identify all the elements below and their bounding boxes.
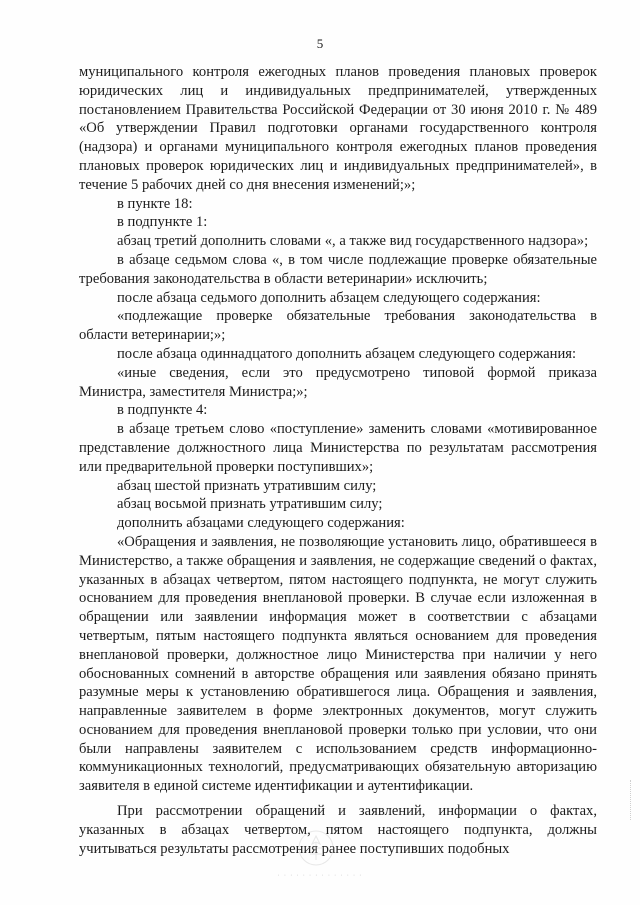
paragraph: в подпункте 1:	[117, 214, 208, 231]
paragraph: «подлежащие проверке обязательные требования законодательства в области ветеринарии;»;	[79, 308, 597, 344]
watermark-emblem	[296, 828, 336, 868]
paragraph: абзац восьмой признать утратившим силу;	[117, 496, 383, 513]
paragraph: после абзаца одиннадцатого дополнить абзацем следующего содержания:	[117, 345, 577, 362]
paragraph: в абзаце седьмом слова «, в том числе подлежащие проверке обязательные требования законодательства в области ветеринарии» исключить;	[79, 251, 597, 287]
paragraph: «Обращения и заявления, не позволяющие установить лицо, обратившееся в Министерство, а также обращения и заявления, не содержащие сведений о фактах, указанных в абзацах четвертом, пятом настоящего подпункта, не могут служить основанием для проведения внеплановой проверки. В случае если изложенная в обращении или заявлении информация может в соответствии с абзацами четвертым, пятым настоящего подпункта являться основанием для проведения внеплановой проверки, должностное лицо Министерства при наличии у него обоснованных сомнений в авторстве обращения или заявления обязано принять разумные меры к установлению обратившегося лица. Обращения и заявления, направленные заявителем в форме электронных документов, могут служить основанием для проведения внеплановой проверки только при условии, что они были направлены заявителем с использованием средств информационно-коммуникационных технологий, предусматривающих обязательную авторизацию заявителя в единой системе идентификации и аутентификации.	[79, 533, 597, 795]
paragraph: При рассмотрении обращений и заявлений, информации о фактах, указанных в абзацах четвертом, пятом настоящего подпункта, должны учитываться результаты рассмотрения ранее поступивших подобных	[79, 803, 597, 857]
watermark-text: · · · · · · · · · · · · · ·	[277, 872, 363, 879]
paragraph-continuation: муниципального контроля ежегодных планов проведения плановых проверок юридических лиц и индивидуальных предпринимателей, утвержденных постановлением Правительства Российской Федерации от 30 июня 2010 г. № 489 «Об утверждении Правил подготовки органами государственного контроля (надзора) и органами муниципального контроля ежегодных планов проведения плановых проверок юридических лиц и индивидуальных предпринимателей», в течение 5 рабочих дней со дня внесения изменений;»;	[79, 64, 597, 193]
paragraph: после абзаца седьмого дополнить абзацем следующего содержания:	[117, 289, 541, 306]
document-body	[79, 63, 597, 858]
paragraph: абзац шестой признать утратившим силу;	[117, 477, 377, 494]
paragraph: в подпункте 4:	[117, 402, 208, 419]
page-number: 5	[316, 36, 324, 51]
paragraph: абзац третий дополнить словами «, а также вид государственного надзора»;	[117, 233, 589, 250]
paragraph: в абзаце третьем слово «поступление» заменить словами «мотивированное представление должностного лица Министерства по результатам рассмотрения или предварительной проверки поступивших»;	[79, 421, 597, 475]
paragraph: «иные сведения, если это предусмотрено типовой формой приказа Министра, заместителя Министра;»;	[79, 364, 597, 400]
paragraph: дополнить абзацами следующего содержания:	[117, 515, 405, 532]
scan-edge-mark	[630, 780, 634, 820]
paragraph: в пункте 18:	[117, 195, 193, 212]
